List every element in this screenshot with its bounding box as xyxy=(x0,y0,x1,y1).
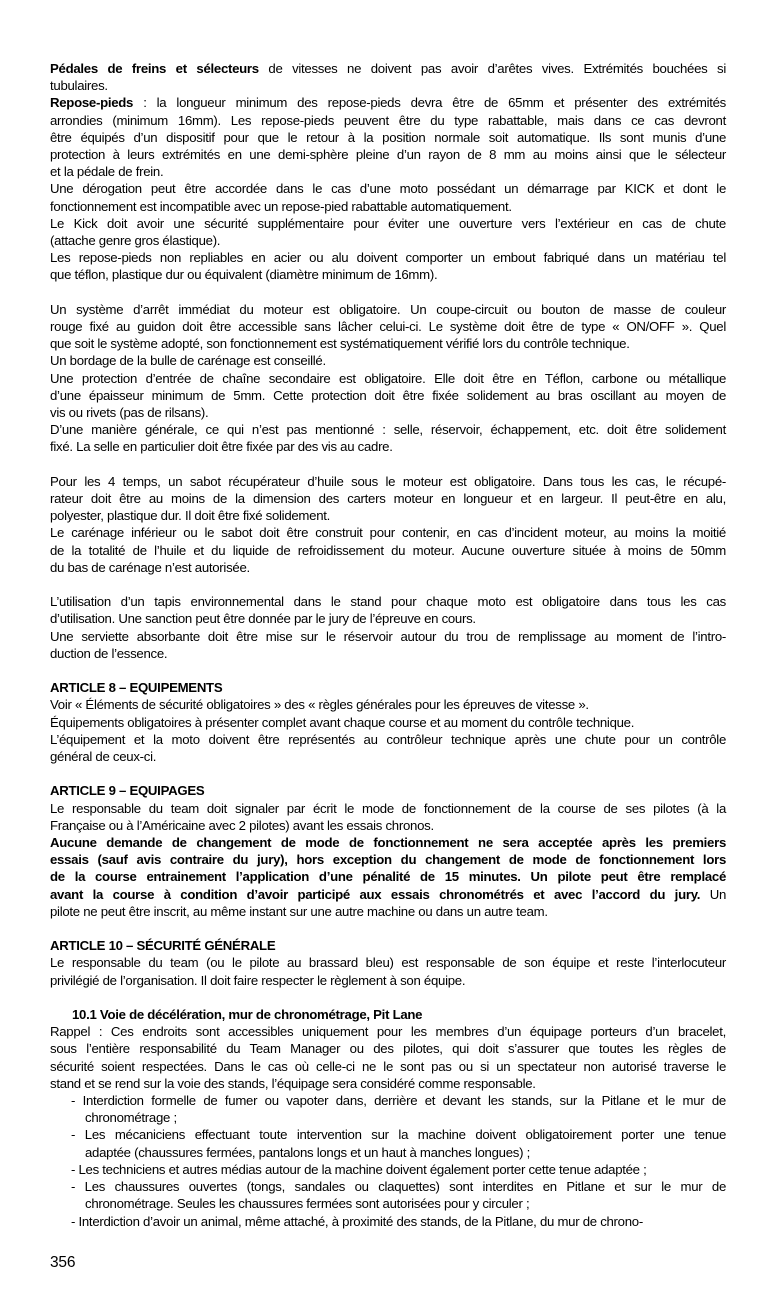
text-line: - Les chaussures ouvertes (tongs, sandales ou claquettes) sont interdites en Pitlane et sur le mur de xyxy=(71,1179,726,1195)
paragraph xyxy=(50,628,726,662)
paragraph xyxy=(50,421,726,455)
text-line: Le Kick doit avoir une sécurité supplémentaire pour éviter une ouverture vers l’extérieur en cas de chute xyxy=(50,215,726,231)
paragraph xyxy=(50,352,726,369)
text-line: vis ou rivets (pas de rilsans). xyxy=(50,405,209,421)
text-line: ARTICLE 10 – SÉCURITÉ GÉNÉRALE xyxy=(50,938,276,954)
paragraph xyxy=(50,94,726,180)
text-line: fonctionnement est incompatible avec un repose-pied rabattable automatiquement. xyxy=(50,198,512,214)
paragraph xyxy=(50,800,726,834)
paragraph xyxy=(50,714,726,731)
text-line: Voir « Éléments de sécurité obligatoires » des « règles générales pour les épreuves de vitesse ». xyxy=(50,697,589,713)
text-line: polyester, plastique dur. Il doit être fixé solidement. xyxy=(50,508,331,524)
text-line: Une serviette absorbante doit être mise sur le réservoir autour du trou de remplissage au moment de l’intro- xyxy=(50,628,726,644)
paragraph xyxy=(50,215,726,249)
text-line: que soit le système adopté, son fonctionnement est systématiquement vérifié lors du contrôle technique. xyxy=(50,336,630,352)
text-line: rateur doit être au moins de la dimension des carters moteur en longueur et en largeur. Il peut-être en alu, xyxy=(50,491,726,507)
text-line: pilote ne peut être inscrit, au même instant sur une autre machine ou dans un autre team. xyxy=(50,903,548,919)
paragraph xyxy=(50,954,726,988)
text-line: Le carénage inférieur ou le sabot doit être construit pour contenir, en cas d’incident moteur, au moins la moitié xyxy=(50,525,726,541)
text-line: arrondies (minimum 16mm). Les repose-pieds peuvent être du type rabattable, mais dans ce cas devront xyxy=(50,112,726,128)
text-line: 10.1 Voie de décélération, mur de chronométrage, Pit Lane xyxy=(72,1007,423,1023)
text-line: adaptée (chaussures fermées, pantalons longs et un haut à manches longues) ; xyxy=(85,1144,530,1160)
text-line: ARTICLE 8 – EQUIPEMENTS xyxy=(50,680,223,696)
text-line: fixé. La selle en particulier doit être fixée par des vis au cadre. xyxy=(50,439,393,455)
text-line: L’équipement et la moto doivent être représentés au contrôleur technique après une chute pour un contrôle xyxy=(50,731,726,747)
text-line: et la pédale de frein. xyxy=(50,164,164,180)
text-line: protection à leurs extrémités en une demi-sphère pleine d’un rayon de 8 mm au moins ainsi que le sélecteur xyxy=(50,147,726,163)
article-heading xyxy=(50,937,726,954)
list-item xyxy=(50,1178,726,1212)
text-line: Équipements obligatoires à présenter complet avant chaque course et au moment du contrôle technique. xyxy=(50,714,635,730)
text-line: sous l’entière responsabilité du Team Manager ou des pilotes, qui doit s’assurer que toutes les règles de xyxy=(50,1041,726,1057)
text-line: Repose-pieds : la longueur minimum des repose-pieds devra être de 65mm et présenter des extrémités xyxy=(50,95,726,111)
text-line: - Interdiction d’avoir un animal, même attaché, à proximité des stands, de la Pitlane, du mur de chrono- xyxy=(71,1213,643,1229)
paragraph xyxy=(50,473,726,525)
spacer xyxy=(50,284,726,301)
text-line: chronométrage. Seules les chaussures fermées sont autorisées pour y circuler ; xyxy=(85,1196,530,1212)
paragraph xyxy=(50,834,726,920)
spacer xyxy=(50,920,726,937)
text-line: de la totalité de l’huile et du liquide de refroidissement du moteur. Aucune ouverture située à moins de 50mm xyxy=(50,542,726,558)
paragraph xyxy=(50,696,726,713)
article-heading xyxy=(50,782,726,799)
text-line: Les repose-pieds non repliables en acier ou alu doivent comporter un embout fabriqué dans un matériau tel xyxy=(50,250,726,266)
text-line: Une protection d’entrée de chaîne secondaire est obligatoire. Elle doit être en Téflon, carbone ou métallique xyxy=(50,370,726,386)
text-line: Le responsable du team (ou le pilote au brassard bleu) est responsable de son équipe et reste l’interlocuteur xyxy=(50,955,726,971)
paragraph xyxy=(50,60,726,94)
text-line: tubulaires. xyxy=(50,78,108,94)
text-line: Pour les 4 temps, un sabot récupérateur d’huile sous le moteur est obligatoire. Dans tous les cas, le récupé- xyxy=(50,473,726,489)
paragraph xyxy=(50,731,726,765)
text-line: Le responsable du team doit signaler par écrit le mode de fonctionnement de la course de ses pilotes (à la xyxy=(50,800,726,816)
text-line: Un bordage de la bulle de carénage est conseillé. xyxy=(50,353,326,369)
text-line: chronométrage ; xyxy=(85,1110,177,1126)
text-line: duction de l’essence. xyxy=(50,645,168,661)
document-body xyxy=(50,60,726,1230)
paragraph xyxy=(50,249,726,283)
text-line: Française ou à l’Américaine avec 2 pilotes) avant les essais chronos. xyxy=(50,817,434,833)
text-line: avant la course à condition d’avoir participé aux essais chronométrés et avec l’accord du jury. Un xyxy=(50,886,727,902)
text-line: - Interdiction formelle de fumer ou vapoter dans, derrière et devant les stands, sur la Pitlane et le mur de xyxy=(71,1093,726,1109)
text-line: d’une épaisseur minimum de 5mm. Cette protection doit être fixée solidement au bras oscillant au moyen de xyxy=(50,387,726,403)
text-line: D’une manière générale, ce qui n’est pas mentionné : selle, réservoir, échappement, etc. doit être solidement xyxy=(50,422,726,438)
paragraph xyxy=(50,370,726,422)
spacer xyxy=(50,456,726,473)
text-line: que téflon, plastique dur ou équivalent (diamètre minimum de 16mm). xyxy=(50,267,438,283)
paragraph xyxy=(50,524,726,576)
text-line: (attache genre gros élastique). xyxy=(50,233,221,249)
text-line: de la course entrainement l’application d’une pénalité de 15 minutes. Un pilote peut être remplacé xyxy=(50,869,726,885)
text-line: sécurité soient respectées. Dans le cas où celle-ci ne le sont pas ou si un spectateur non autorisé traverse le xyxy=(50,1058,726,1074)
text-line: du bas de carénage n’est autorisée. xyxy=(50,559,250,575)
paragraph xyxy=(50,593,726,627)
list-item xyxy=(50,1213,726,1230)
text-line: Une dérogation peut être accordée dans le cas d’une moto possédant un démarrage par KICK et dont le xyxy=(50,181,726,197)
list-item xyxy=(50,1092,726,1126)
text-line: Aucune demande de changement de mode de fonctionnement ne sera acceptée après les premiers xyxy=(50,835,726,851)
paragraph xyxy=(50,1023,726,1092)
paragraph xyxy=(50,180,726,214)
text-line: stand et se rend sur la voie des stands, l’équipage sera considéré comme responsable. xyxy=(50,1075,536,1091)
text-line: général de ceux-ci. xyxy=(50,749,157,765)
text-line: L’utilisation d’un tapis environnemental dans le stand pour chaque moto est obligatoire dans tous les cas xyxy=(50,594,726,610)
page-number: 356 xyxy=(50,1254,76,1271)
list-item xyxy=(50,1126,726,1160)
article-heading xyxy=(50,679,726,696)
spacer xyxy=(50,576,726,593)
text-line: rouge fixé au guidon doit être accessible sans lâcher celui-ci. Le système doit être de type « ON/OFF ». Quel xyxy=(50,319,726,335)
text-line: d’utilisation. Une sanction peut être donnée par le jury de l’épreuve en cours. xyxy=(50,611,476,627)
text-line: être équipés d’un dispositif pour que le retour à la position normale soit automatique. Ils sont munis d’une xyxy=(50,129,726,145)
text-line: ARTICLE 9 – EQUIPAGES xyxy=(50,783,205,799)
text-line: Un système d’arrêt immédiat du moteur est obligatoire. Un coupe-circuit ou bouton de masse de couleur xyxy=(50,301,726,317)
text-line: Rappel : Ces endroits sont accessibles uniquement pour les membres d’un équipage porteurs d’un bracelet, xyxy=(50,1024,726,1040)
text-line: Pédales de freins et sélecteurs de vitesses ne doivent pas avoir d’arêtes vives. Extrémités bouchées si xyxy=(50,61,726,76)
paragraph xyxy=(50,301,726,353)
text-line: - Les mécaniciens effectuant toute intervention sur la machine doivent obligatoirement porter une tenue xyxy=(71,1127,726,1143)
spacer xyxy=(50,989,726,1006)
list-item xyxy=(50,1161,726,1178)
section-subheading xyxy=(50,1006,726,1023)
spacer xyxy=(50,765,726,782)
text-line: - Les techniciens et autres médias autour de la machine doivent également porter cette tenue adaptée ; xyxy=(71,1161,647,1177)
text-line: privilégié de l’organisation. Il doit faire respecter le règlement à son équipe. xyxy=(50,972,466,988)
text-line: essais (sauf avis contraire du jury), hors exception du changement de mode de fonctionnement lors xyxy=(50,852,726,868)
spacer xyxy=(50,662,726,679)
